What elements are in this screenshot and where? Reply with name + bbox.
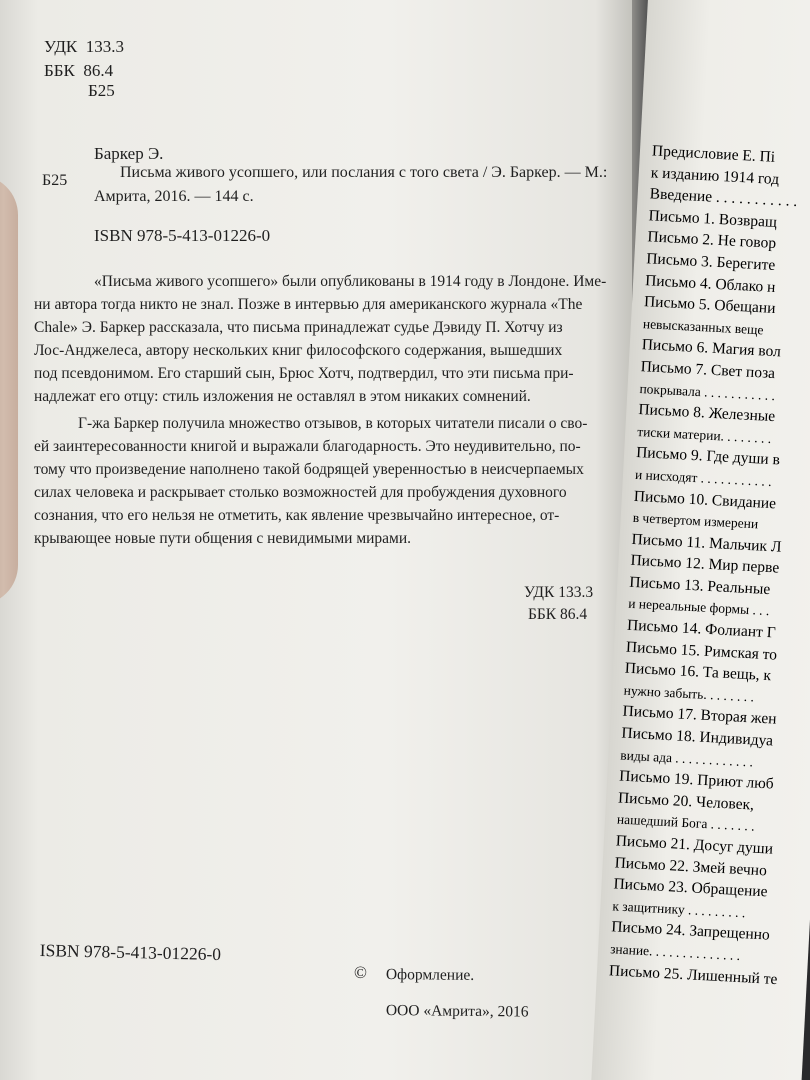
toc-entry: Письмо 16. Та вещь, к xyxy=(624,659,772,685)
toc-entry: Письмо 20. Человек, xyxy=(617,789,755,814)
copyright-line-1: Оформление. xyxy=(385,966,475,984)
author-heading: Баркер Э. xyxy=(94,144,164,163)
toc-entry: Письмо 3. Берегите xyxy=(645,250,776,274)
toc-entry: к изданию 1914 год xyxy=(650,163,780,188)
toc-entry: к защитнику . . . . . . . . . xyxy=(612,898,746,921)
publication-line: Амрита, 2016. — 144 с. xyxy=(94,188,254,205)
toc-entry: Письмо 24. Запрещенно xyxy=(610,918,771,944)
toc-entry: Письмо 19. Приют люб xyxy=(618,767,775,793)
toc-entry: и нисходят . . . . . . . . . . . xyxy=(634,466,772,489)
toc-entry: Предисловие Е. Пі xyxy=(651,142,776,166)
copyright-line-2: ООО «Амрита», 2016 xyxy=(385,1002,529,1021)
toc-entry: знание. . . . . . . . . . . . . . xyxy=(609,941,741,964)
toc-entry: Письмо 4. Облако н xyxy=(644,271,776,296)
toc-entry: Письмо 7. Свет поза xyxy=(640,358,776,383)
udk-bottom: УДК 133.3 xyxy=(524,584,594,601)
toc-entry: нужно забыть. . . . . . . . xyxy=(623,682,755,705)
toc-entry: и нереальные формы . . . xyxy=(627,596,770,619)
toc-entry: виды ада . . . . . . . . . . . . xyxy=(619,747,754,770)
toc-entry: невысказанных веще xyxy=(642,315,764,338)
copyright-icon: © xyxy=(354,963,367,982)
bbk-bottom: ББК 86.4 xyxy=(528,606,588,623)
toc-entry: Письмо 1. Возвращ xyxy=(648,207,778,231)
toc-entry: Письмо 21. Досуг души xyxy=(615,832,774,858)
table-of-contents xyxy=(608,140,810,990)
toc-entry: Письмо 15. Римская то xyxy=(625,638,778,664)
toc-entry: Письмо 23. Обращение xyxy=(613,875,768,901)
udk-top: УДК 133.3 xyxy=(44,37,125,56)
isbn-top: ISBN 978-5-413-01226-0 xyxy=(94,226,271,245)
toc-entry: Письмо 12. Мир перве xyxy=(630,552,780,577)
toc-entry: Письмо 8. Железные xyxy=(638,401,776,426)
toc-entry: тиски материи. . . . . . . . xyxy=(636,423,772,446)
toc-entry: Письмо 14. Фолиант Г xyxy=(626,616,777,642)
toc-entry: Введение . . . . . . . . . . . xyxy=(649,185,798,211)
bbk-top: ББК 86.4 xyxy=(44,61,114,80)
author-sign-margin: Б25 xyxy=(42,172,68,189)
toc-entry: Письмо 25. Лишенный те xyxy=(608,961,778,988)
toc-entry: Письмо 5. Обещани xyxy=(643,293,776,318)
isbn-bottom: ISBN 978-5-413-01226-0 xyxy=(39,940,222,965)
toc-entry: Письмо 13. Реальные xyxy=(628,573,771,599)
annotation-paragraph-2: Г-жа Баркер получила множество отзывов, в которых читатели писали о сво- ей заинтересованности книгой и выражали благодарность. Это неудивительно, по- тому что произведение наполнено такой бодрящей уверенностью в неисчерпаемых силах человека и раскрывает столько возможностей для пробуждения духовного сознания, что его нельзя не отметить, как явление чрезвычайно интересное, от- крывающее новые пути общения с невидимыми мирами. xyxy=(34,415,588,547)
toc-entry: в четвертом измерени xyxy=(632,509,759,532)
toc-entry: Письмо 6. Магия вол xyxy=(641,336,782,361)
book-title-line: Письма живого усопшего, или послания с того света / Э. Баркер. — М.: xyxy=(120,164,608,181)
toc-entry: Письмо 18. Индивидуа xyxy=(621,724,774,750)
toc-entry: Письмо 9. Где души в xyxy=(635,444,781,469)
toc-entry: Письмо 11. Мальчик Л xyxy=(631,530,782,556)
toc-entry: нашедший Бога . . . . . . . xyxy=(616,811,755,835)
toc-entry: Письмо 17. Вторая жен xyxy=(622,703,777,729)
toc-entry: покрывала . . . . . . . . . . . xyxy=(639,380,776,403)
finger-holding-book xyxy=(0,175,18,605)
author-sign: Б25 xyxy=(88,81,115,100)
annotation-paragraph-1: «Письма живого усопшего» были опубликованы в 1914 году в Лондоне. Име- ни автора тогда никто не знал. Позже в интервью для американского журнала «The Chale» Э. Баркер рассказала, что письма принадлежат судье Дэвиду П. Хотчу из Лос-Анджелеса, автору нескольких книг философского содержания, вышедших под псевдонимом. Его старший сын, Брюс Хотч, подтвердил, что эти письма при- надлежат его отцу: стиль изложения не оставлял в этом никаких сомнений. xyxy=(34,273,607,405)
toc-entry: Письмо 2. Не говор xyxy=(647,228,777,253)
toc-entry: Письмо 10. Свидание xyxy=(633,487,777,512)
toc-entry: Письмо 22. Змей вечно xyxy=(614,853,768,879)
